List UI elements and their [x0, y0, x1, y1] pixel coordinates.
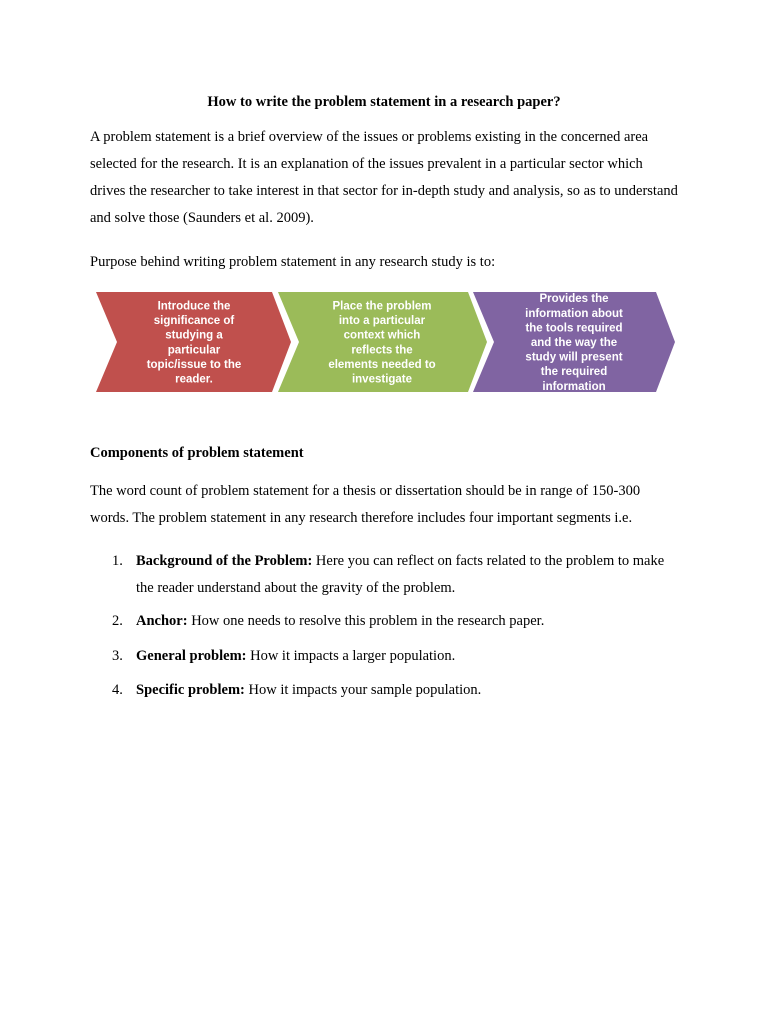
chevron-text-line: investigate	[351, 373, 413, 386]
list-item	[90, 608, 678, 635]
chevron-text-line: Place the problem	[332, 300, 432, 313]
list-item	[90, 677, 678, 704]
list-item-term: Anchor:	[136, 613, 188, 629]
word-count-paragraph: The word count of problem statement for a thesis or dissertation should be in range of 150-300 words. The problem statement in any research therefore includes four important segments i.e.	[90, 483, 641, 526]
intro-paragraph: A problem statement is a brief overview of the issues or problems existing in the concerned area selected for the research. It is an explanation of the issues prevalent in a particular sector which drives the researcher to take interest in that sector for in-depth study and analysis, so as to understand and solve those (Saunders et al. 2009).	[90, 129, 678, 226]
chevron-text-line: the tools required	[525, 322, 623, 335]
chevron-text-line: Provides the	[539, 293, 609, 306]
list-item-text: How one needs to resolve this problem in the research paper.	[187, 613, 545, 629]
list-item-text: Here you can reflect on facts related to the problem to make the reader understand about the gravity of the problem.	[136, 553, 665, 596]
purpose-chevron-diagram	[92, 290, 678, 396]
chevron-text-line: particular	[167, 344, 221, 357]
list-item-text: How it impacts a larger population.	[246, 648, 456, 664]
list-item-number: 1.	[112, 553, 123, 569]
list-item-term: Background of the Problem:	[136, 553, 313, 569]
list-item	[90, 643, 678, 670]
chevron-text-line: Introduce the	[157, 300, 231, 313]
document-title: How to write the problem statement in a research paper?	[207, 94, 561, 110]
list-item	[90, 548, 678, 602]
chevron-text-line: elements needed to	[328, 358, 436, 371]
components-list	[90, 548, 678, 704]
chevron-text-line: reader.	[175, 373, 213, 386]
purpose-paragraph: Purpose behind writing problem statement in any research study is to:	[90, 254, 496, 270]
chevron-text-line: reflects the	[351, 344, 413, 357]
list-item-text: How it impacts your sample population.	[244, 682, 482, 698]
chevron-text-line: and the way the	[530, 337, 618, 349]
chevron-text-line: information about	[525, 307, 623, 320]
chevron-text-line: studying a	[165, 329, 223, 342]
chevron-text-line: into a particular	[338, 315, 426, 328]
list-item-term: General problem:	[136, 648, 247, 664]
chevron-text-line: study will present	[525, 351, 623, 364]
section-heading: Components of problem statement	[90, 445, 304, 461]
chevron-text-line: significance of	[153, 315, 235, 328]
list-item-number: 2.	[112, 613, 123, 629]
list-item-number: 4.	[112, 682, 123, 698]
list-item-number: 3.	[112, 648, 123, 664]
chevron-text-line: context which	[343, 329, 421, 342]
list-item-term: Specific problem:	[136, 682, 245, 698]
chevron-text-line: information	[542, 380, 606, 393]
chevron-text-line: the required	[540, 366, 608, 379]
chevron-text-line: topic/issue to the	[146, 358, 242, 371]
